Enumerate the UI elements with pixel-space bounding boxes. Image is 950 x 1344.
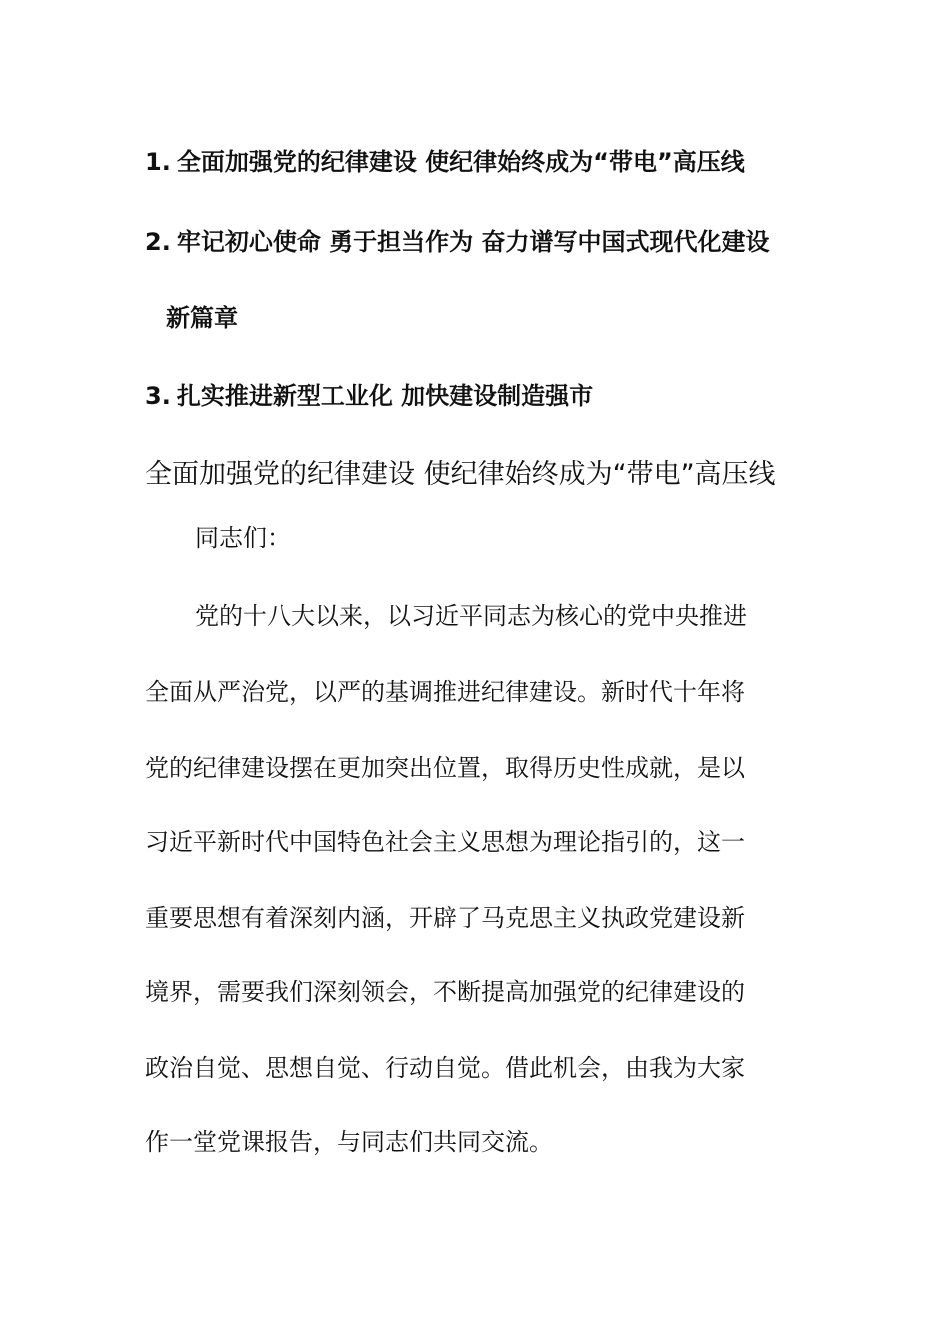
toc-item-3[interactable] [145, 358, 825, 434]
paragraph-line: 全面从严治党，以严的基调推进纪律建设。新时代十年将 [145, 678, 745, 706]
paragraph-line: 党的纪律建设摆在更加突出位置，取得历史性成就，是以 [145, 754, 745, 782]
paragraph-line: 重要思想有着深刻内涵，开辟了马克思主义执政党建设新 [145, 904, 745, 932]
toc-item-number: 1. [145, 148, 171, 176]
salutation: 同志们： [195, 524, 291, 552]
toc-item-2-continuation[interactable]: 新篇章 [166, 304, 238, 332]
toc-item-text: 全面加强党的纪律建设 使纪律始终成为“带电”高压线 [176, 148, 745, 176]
toc-item-number: 3. [145, 382, 171, 410]
toc-item-2[interactable] [145, 204, 825, 280]
paragraph-line: 政治自觉、思想自觉、行动自觉。借此机会，由我为大家 [145, 1054, 745, 1082]
document-title: 全面加强党的纪律建设 使纪律始终成为“带电”高压线 [145, 459, 776, 490]
toc-item-text: 牢记初心使命 勇于担当作为 奋力谱写中国式现代化建设 [176, 228, 770, 256]
paragraph-line: 党的十八大以来，以习近平同志为核心的党中央推进 [195, 602, 747, 630]
toc-item-1[interactable] [145, 124, 825, 200]
toc-item-number: 2. [145, 228, 171, 256]
paragraph-line: 境界，需要我们深刻领会，不断提高加强党的纪律建设的 [145, 978, 745, 1006]
paragraph-line: 作一堂党课报告，与同志们共同交流。 [145, 1128, 553, 1156]
paragraph-line: 习近平新时代中国特色社会主义思想为理论指引的，这一 [145, 828, 745, 856]
toc-item-text: 扎实推进新型工业化 加快建设制造强市 [176, 382, 594, 410]
